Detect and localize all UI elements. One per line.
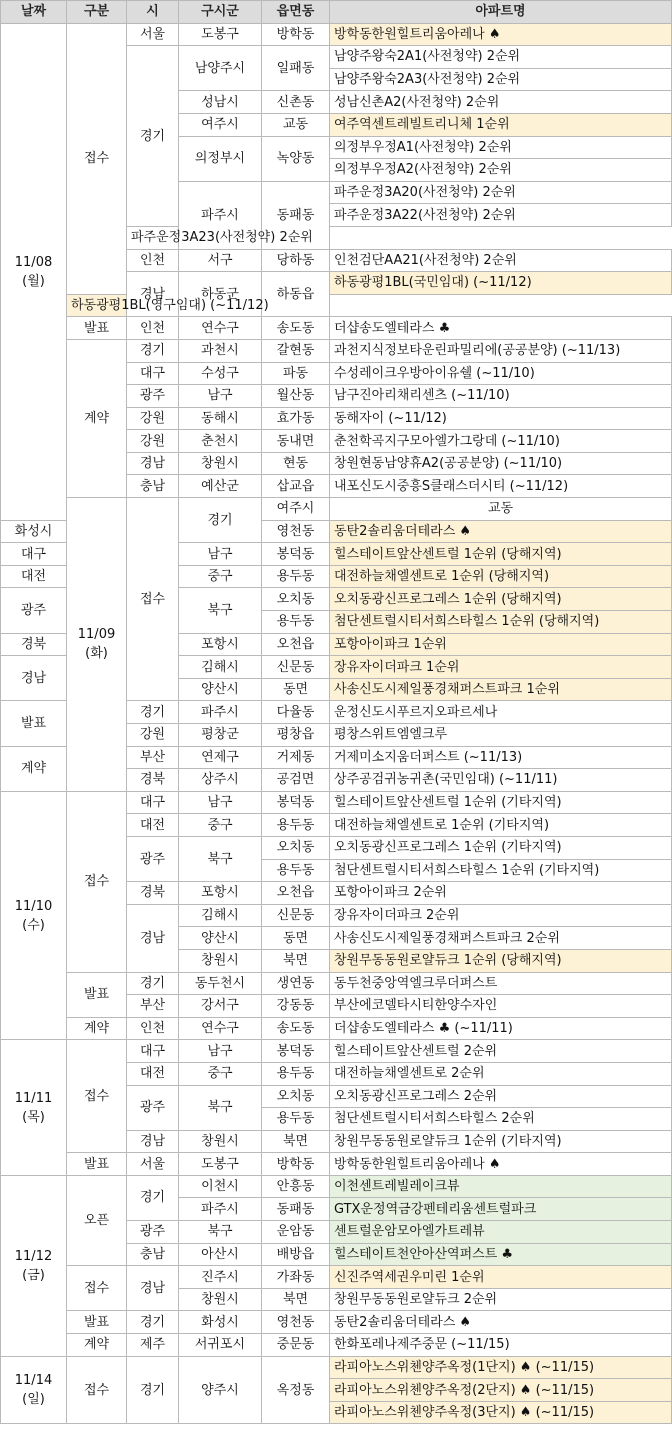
- apartment-name-cell: 사송신도시제일풍경채퍼스트파크 2순위: [330, 927, 672, 950]
- category-cell: 발표: [1, 701, 67, 746]
- apartment-name-cell: 운정신도시푸르지오파르세나: [330, 701, 672, 724]
- apartment-name-cell: 오치동광신프로그레스 2순위: [330, 1085, 672, 1108]
- city-cell: 경북: [127, 882, 179, 905]
- city-cell: 광주: [127, 1221, 179, 1244]
- city-cell: 인천: [127, 317, 179, 340]
- category-cell: 발표: [67, 317, 127, 340]
- town-cell: 평창읍: [262, 724, 330, 747]
- apartment-name-cell: 방학동한원힐트리움아레나 ♠: [330, 23, 672, 46]
- apartment-name-cell: 포항아이파크 1순위: [330, 633, 672, 656]
- district-cell: 창원시: [179, 452, 262, 475]
- town-cell: 오치동: [262, 836, 330, 859]
- town-cell: 공검면: [262, 769, 330, 792]
- town-cell: 오천읍: [262, 882, 330, 905]
- city-cell: 서울: [127, 1153, 179, 1176]
- district-cell: 김해시: [179, 904, 262, 927]
- apartment-name-cell: 센트럴운암모아엘가트레뷰: [330, 1221, 672, 1244]
- town-cell: 배방읍: [262, 1243, 330, 1266]
- apartment-name-cell: 사송신도시제일풍경채퍼스트파크 1순위: [330, 678, 672, 701]
- town-cell: 강동동: [262, 995, 330, 1018]
- town-cell: 오천읍: [262, 633, 330, 656]
- category-cell: 계약: [67, 1334, 127, 1357]
- city-cell: 경기: [127, 701, 179, 724]
- town-cell: 중문동: [262, 1334, 330, 1357]
- apartment-name-cell: 동탄2솔리움더테라스 ♠: [330, 1311, 672, 1334]
- district-cell: 연제구: [179, 746, 262, 769]
- city-cell: 광주: [127, 385, 179, 408]
- apartment-name-cell: 부산에코델타시티한양수자인: [330, 995, 672, 1018]
- town-cell: 오치동: [262, 1085, 330, 1108]
- city-cell: 광주: [1, 588, 67, 633]
- apartment-name-cell: 힐스테이트앞산센트럴 1순위 (기타지역): [330, 791, 672, 814]
- district-cell: 중구: [179, 565, 262, 588]
- apartment-name-cell: 이천센트레빌레이크뷰: [330, 1175, 672, 1198]
- apartment-name-cell: 거제미소지움더퍼스트 (~11/13): [330, 746, 672, 769]
- category-cell: 접수: [67, 23, 127, 294]
- city-cell: 경기: [127, 339, 179, 362]
- apartment-name-cell: 파주운정3A22(사전청약) 2순위: [330, 204, 672, 227]
- district-cell: 창원시: [179, 1130, 262, 1153]
- apartment-name-cell: 수성레이크우방아이유쉘 (~11/10): [330, 362, 672, 385]
- city-cell: 대전: [127, 814, 179, 837]
- city-cell: 경기: [127, 1311, 179, 1334]
- apartment-name-cell: 상주공검귀농귀촌(국민임대) (~11/11): [330, 769, 672, 792]
- apartment-name-cell: 동탄2솔리움더테라스 ♠: [330, 520, 672, 543]
- town-cell: 북면: [262, 1130, 330, 1153]
- apartment-name-cell: 한화포레나제주중문 (~11/15): [330, 1334, 672, 1357]
- district-cell: 화성시: [179, 1311, 262, 1334]
- town-cell: 용두동: [262, 859, 330, 882]
- apartment-name-cell: 라피아노스위첸양주옥정(1단지) ♠ (~11/15): [330, 1356, 672, 1379]
- table-row: [1, 1266, 672, 1289]
- apartment-name-cell: 장유자이더파크 2순위: [330, 904, 672, 927]
- apartment-name-cell: 하동광평1BL(영구임대) (~11/12): [67, 294, 127, 317]
- apartment-name-cell: 파주운정3A20(사전청약) 2순위: [330, 181, 672, 204]
- city-cell: 경기: [127, 1356, 179, 1424]
- district-cell: 북구: [179, 1085, 262, 1130]
- town-cell: 현동: [262, 452, 330, 475]
- apartment-name-cell: 과천지식정보타운린파밀리에(공공분양) (~11/13): [330, 339, 672, 362]
- category-cell: 계약: [67, 1017, 127, 1040]
- city-cell: 부산: [127, 995, 179, 1018]
- city-cell: 경북: [1, 633, 67, 656]
- city-cell: 경기: [127, 972, 179, 995]
- city-cell: 강원: [127, 430, 179, 453]
- district-cell: 여주시: [262, 498, 330, 521]
- district-cell: 중구: [179, 814, 262, 837]
- city-cell: 경기: [127, 46, 179, 227]
- table-row: [1, 1175, 672, 1198]
- header-town: 읍면동: [262, 1, 330, 24]
- apartment-name-cell: 창원무동동원로얄듀크 1순위 (기타지역): [330, 1130, 672, 1153]
- district-cell: 평창군: [179, 724, 262, 747]
- town-cell: 생연동: [262, 972, 330, 995]
- category-cell: 발표: [67, 1153, 127, 1176]
- city-cell: 대전: [127, 1062, 179, 1085]
- apartment-name-cell: 첨단센트럴시티서희스타힐스 1순위 (당해지역): [330, 611, 672, 634]
- city-cell: 인천: [127, 249, 179, 272]
- apartment-name-cell: 의정부우정A2(사전청약) 2순위: [330, 159, 672, 182]
- apartment-name-cell: 남양주왕숙2A1(사전청약) 2순위: [330, 46, 672, 69]
- town-cell: 봉덕동: [262, 1040, 330, 1063]
- town-cell: 동패동: [262, 181, 330, 249]
- district-cell: 예산군: [179, 475, 262, 498]
- apartment-name-cell: 더샵송도엘테라스 ♣ (~11/11): [330, 1017, 672, 1040]
- category-cell: 발표: [67, 972, 127, 1017]
- apartment-name-cell: 대전하늘채엘센트로 1순위 (기타지역): [330, 814, 672, 837]
- district-cell: 포항시: [179, 633, 262, 656]
- district-cell: 서구: [179, 249, 262, 272]
- apartment-name-cell: 평창스위트엠엘크루: [330, 724, 672, 747]
- table-row: [1, 339, 672, 362]
- town-cell: 동내면: [262, 430, 330, 453]
- apartment-name-cell: 내포신도시중흥S클래스더시티 (~11/12): [330, 475, 672, 498]
- table-row: [1, 1153, 672, 1176]
- city-cell: 강원: [127, 724, 179, 747]
- town-cell: 일패동: [262, 46, 330, 91]
- apartment-name-cell: 대전하늘채엘센트로 2순위: [330, 1062, 672, 1085]
- apartment-name-cell: 포항아이파크 2순위: [330, 882, 672, 905]
- city-cell: 경남: [127, 1266, 179, 1311]
- district-cell: 진주시: [179, 1266, 262, 1289]
- apartment-name-cell: 신진주역세권우미린 1순위: [330, 1266, 672, 1289]
- town-cell: 교동: [330, 498, 672, 521]
- town-cell: 신문동: [262, 656, 330, 679]
- city-cell: 강원: [127, 407, 179, 430]
- district-cell: 창원시: [179, 949, 262, 972]
- apartment-name-cell: 성남신촌A2(사전청약) 2순위: [330, 91, 672, 114]
- town-cell: 파동: [262, 362, 330, 385]
- city-cell: 경북: [127, 769, 179, 792]
- apartment-name-cell: 라피아노스위첸양주옥정(3단지) ♠ (~11/15): [330, 1401, 672, 1424]
- table-row: [1, 498, 672, 521]
- town-cell: 거제동: [262, 746, 330, 769]
- apartment-name-cell: 동두천중앙역엘크루더퍼스트: [330, 972, 672, 995]
- town-cell: 송도동: [262, 1017, 330, 1040]
- category-cell: 접수: [67, 1040, 127, 1153]
- town-cell: 북면: [262, 1288, 330, 1311]
- city-cell: 충남: [127, 475, 179, 498]
- city-cell: 부산: [127, 746, 179, 769]
- apartment-name-cell: 남양주왕숙2A3(사전청약) 2순위: [330, 68, 672, 91]
- apartment-name-cell: 동해자이 (~11/12): [330, 407, 672, 430]
- table-row: [1, 1040, 672, 1063]
- apartment-name-cell: 창원무동동원로얄듀크 1순위 (당해지역): [330, 949, 672, 972]
- city-cell: 경남: [127, 904, 179, 972]
- table-row: [1, 1334, 672, 1357]
- city-cell: 광주: [127, 1085, 179, 1130]
- apartment-name-cell: 라피아노스위첸양주옥정(2단지) ♠ (~11/15): [330, 1379, 672, 1402]
- date-cell: 11/10 (수): [1, 791, 67, 1040]
- date-cell: 11/11 (목): [1, 1040, 67, 1176]
- city-cell: 경남: [127, 1130, 179, 1153]
- district-cell: 남구: [179, 543, 262, 566]
- category-cell: 접수: [67, 791, 127, 972]
- apartment-name-cell: 의정부우정A1(사전청약) 2순위: [330, 136, 672, 159]
- district-cell: 양산시: [179, 678, 262, 701]
- city-cell: 충남: [127, 1243, 179, 1266]
- apartment-name-cell: 힐스테이트천안아산역퍼스트 ♣: [330, 1243, 672, 1266]
- city-cell: 제주: [127, 1334, 179, 1357]
- town-cell: 용두동: [262, 1108, 330, 1131]
- city-cell: 대전: [1, 565, 67, 588]
- apartment-name-cell: 힐스테이트앞산센트럴 1순위 (당해지역): [330, 543, 672, 566]
- district-cell: 과천시: [179, 339, 262, 362]
- apartment-name-cell: 오치동광신프로그레스 1순위 (당해지역): [330, 588, 672, 611]
- district-cell: 연수구: [179, 317, 262, 340]
- apartment-name-cell: 장유자이더파크 1순위: [330, 656, 672, 679]
- city-cell: 대구: [127, 791, 179, 814]
- district-cell: 서귀포시: [179, 1334, 262, 1357]
- district-cell: 북구: [179, 588, 262, 633]
- apartment-name-cell: 파주운정3A23(사전청약) 2순위: [127, 226, 179, 249]
- town-cell: 용두동: [262, 611, 330, 634]
- town-cell: 당하동: [262, 249, 330, 272]
- header-apartment: 아파트명: [330, 1, 672, 24]
- table-row: [1, 791, 672, 814]
- town-cell: 삽교읍: [262, 475, 330, 498]
- city-cell: 경기: [179, 498, 262, 543]
- town-cell: 하동읍: [262, 272, 330, 317]
- apartment-name-cell: 힐스테이트앞산센트럴 2순위: [330, 1040, 672, 1063]
- city-cell: 경남: [127, 272, 179, 317]
- date-cell: 11/09 (화): [67, 498, 127, 792]
- district-cell: 남구: [179, 385, 262, 408]
- district-cell: 김해시: [179, 656, 262, 679]
- district-cell: 파주시: [179, 181, 262, 249]
- town-cell: 운암동: [262, 1221, 330, 1244]
- town-cell: 용두동: [262, 1062, 330, 1085]
- table-row: [1, 1017, 672, 1040]
- district-cell: 이천시: [179, 1175, 262, 1198]
- city-cell: 경기: [127, 1175, 179, 1220]
- table-row: [1, 972, 672, 995]
- district-cell: 북구: [179, 1221, 262, 1244]
- apartment-name-cell: 남구진아리채리센츠 (~11/10): [330, 385, 672, 408]
- header-category: 구분: [67, 1, 127, 24]
- table-row: [1, 1311, 672, 1334]
- city-cell: 서울: [127, 23, 179, 46]
- town-cell: 가좌동: [262, 1266, 330, 1289]
- town-cell: 오치동: [262, 588, 330, 611]
- header-district: 구시군: [179, 1, 262, 24]
- district-cell: 성남시: [179, 91, 262, 114]
- district-cell: 아산시: [179, 1243, 262, 1266]
- city-cell: 대구: [1, 543, 67, 566]
- apartment-name-cell: 춘천학곡지구모아엘가그랑데 (~11/10): [330, 430, 672, 453]
- district-cell: 도봉구: [179, 1153, 262, 1176]
- district-cell: 파주시: [179, 1198, 262, 1221]
- town-cell: 용두동: [262, 565, 330, 588]
- district-cell: 북구: [179, 836, 262, 881]
- district-cell: 동두천시: [179, 972, 262, 995]
- date-cell: 11/14 (일): [1, 1356, 67, 1424]
- district-cell: 남구: [179, 1040, 262, 1063]
- district-cell: 포항시: [179, 882, 262, 905]
- apartment-name-cell: GTX운정역금강펜테리움센트럴파크: [330, 1198, 672, 1221]
- district-cell: 도봉구: [179, 23, 262, 46]
- town-cell: 신문동: [262, 904, 330, 927]
- district-cell: 파주시: [179, 701, 262, 724]
- district-cell: 상주시: [179, 769, 262, 792]
- apartment-name-cell: 하동광평1BL(국민임대) (~11/12): [330, 272, 672, 295]
- apartment-name-cell: 대전하늘채엘센트로 1순위 (당해지역): [330, 565, 672, 588]
- town-cell: 신촌동: [262, 91, 330, 114]
- district-cell: 남구: [179, 791, 262, 814]
- category-cell: 접수: [67, 1356, 127, 1424]
- town-cell: 갈현동: [262, 339, 330, 362]
- town-cell: 방학동: [262, 23, 330, 46]
- header-date: 날짜: [1, 1, 67, 24]
- town-cell: 북면: [262, 949, 330, 972]
- district-cell: 의정부시: [179, 136, 262, 181]
- date-cell: 11/08 (월): [1, 23, 67, 520]
- town-cell: 송도동: [262, 317, 330, 340]
- city-cell: 경남: [127, 452, 179, 475]
- district-cell: 여주시: [179, 113, 262, 136]
- apartment-name-cell: 오치동광신프로그레스 1순위 (기타지역): [330, 836, 672, 859]
- date-cell: 11/12 (금): [1, 1175, 67, 1356]
- city-cell: 인천: [127, 1017, 179, 1040]
- district-cell: 동해시: [179, 407, 262, 430]
- apartment-name-cell: 더샵송도엘테라스 ♣: [330, 317, 672, 340]
- schedule-body: [1, 23, 672, 1424]
- header-row: [1, 1, 672, 24]
- town-cell: 교동: [262, 113, 330, 136]
- apartment-name-cell: 여주역센트레빌트리니체 1순위: [330, 113, 672, 136]
- district-cell: 창원시: [179, 1288, 262, 1311]
- town-cell: 옥정동: [262, 1356, 330, 1424]
- district-cell: 남양주시: [179, 46, 262, 91]
- city-cell: 경남: [1, 656, 67, 701]
- city-cell: 광주: [127, 836, 179, 881]
- town-cell: 동면: [262, 678, 330, 701]
- district-cell: 춘천시: [179, 430, 262, 453]
- town-cell: 방학동: [262, 1153, 330, 1176]
- district-cell: 중구: [179, 1062, 262, 1085]
- town-cell: 용두동: [262, 814, 330, 837]
- town-cell: 효가동: [262, 407, 330, 430]
- town-cell: 동면: [262, 927, 330, 950]
- table-row: [1, 317, 672, 340]
- district-cell: 양주시: [179, 1356, 262, 1424]
- apartment-name-cell: 창원무동동원로얄듀크 2순위: [330, 1288, 672, 1311]
- district-cell: 하동군: [179, 272, 262, 317]
- apartment-name-cell: 방학동한원힐트리움아레나 ♠: [330, 1153, 672, 1176]
- category-cell: 계약: [67, 339, 127, 497]
- category-cell: 오픈: [67, 1175, 127, 1265]
- town-cell: 다율동: [262, 701, 330, 724]
- table-row: [1, 1356, 672, 1379]
- town-cell: 영천동: [262, 520, 330, 543]
- city-cell: 대구: [127, 1040, 179, 1063]
- category-cell: 계약: [1, 746, 67, 791]
- apartment-name-cell: 인천검단AA21(사전청약) 2순위: [330, 249, 672, 272]
- apartment-name-cell: 창원현동남양휴A2(공공분양) (~11/10): [330, 452, 672, 475]
- apartment-name-cell: 첨단센트럴시티서희스타힐스 1순위 (기타지역): [330, 859, 672, 882]
- apartment-name-cell: 첨단센트럴시티서희스타힐스 2순위: [330, 1108, 672, 1131]
- town-cell: 영천동: [262, 1311, 330, 1334]
- town-cell: 봉덕동: [262, 543, 330, 566]
- category-cell: 발표: [67, 1311, 127, 1334]
- category-cell: 접수: [127, 498, 179, 701]
- town-cell: 봉덕동: [262, 791, 330, 814]
- table-row: [1, 294, 672, 317]
- town-cell: 월산동: [262, 385, 330, 408]
- district-cell: 강서구: [179, 995, 262, 1018]
- district-cell: 수성구: [179, 362, 262, 385]
- category-cell: 접수: [67, 1266, 127, 1311]
- town-cell: 안흥동: [262, 1175, 330, 1198]
- town-cell: 녹양동: [262, 136, 330, 181]
- town-cell: 동패동: [262, 1198, 330, 1221]
- district-cell: 연수구: [179, 1017, 262, 1040]
- city-cell: 대구: [127, 362, 179, 385]
- district-cell: 화성시: [1, 520, 67, 543]
- header-city: 시: [127, 1, 179, 24]
- district-cell: 양산시: [179, 927, 262, 950]
- table-row: [1, 23, 672, 46]
